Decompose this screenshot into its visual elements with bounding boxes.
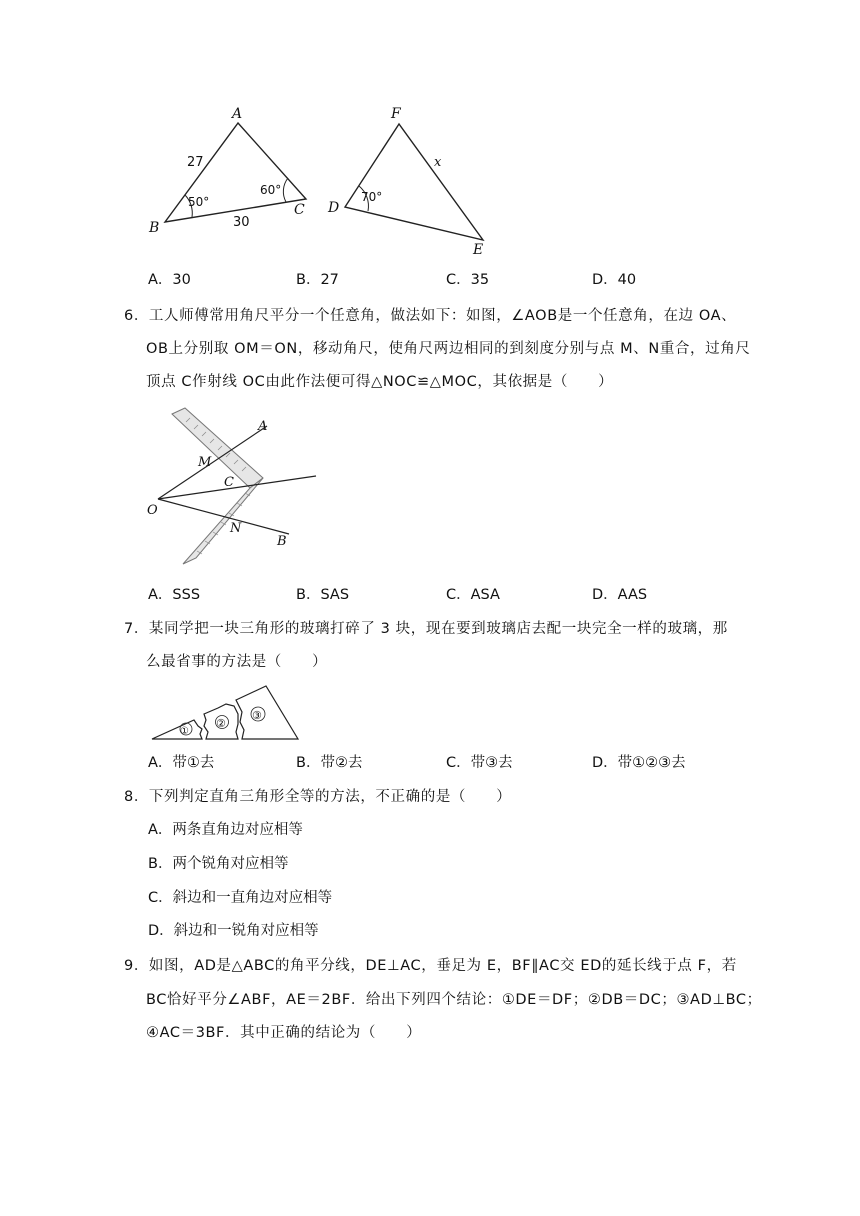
piece-label-1: ① [180, 726, 189, 737]
q8-option-d: D．斜边和一锐角对应相等 [148, 923, 319, 939]
q5-option-a: A．30 [148, 272, 191, 288]
label-e: E [473, 242, 484, 258]
q7-option-a: A．带①去 [148, 755, 215, 771]
side-fe: x [434, 155, 442, 170]
q9-line-3: ④AC＝3BF．其中正确的结论为（ ） [146, 1025, 422, 1041]
label-a: A [232, 106, 243, 122]
triangle-dfe [345, 124, 483, 240]
q7-option-b: B．带②去 [296, 755, 363, 771]
q5-figure [140, 100, 500, 260]
q5-option-c: C．35 [446, 272, 490, 288]
label-n: N [230, 521, 242, 536]
label-b: B [277, 534, 287, 549]
label-f: F [391, 106, 401, 122]
q7-line-1: 7．某同学把一块三角形的玻璃打碎了 3 块，现在要到玻璃店去配一块完全一样的玻璃，那 [124, 621, 728, 637]
q6-option-d [592, 585, 647, 605]
side-ab: 27 [187, 155, 204, 170]
q7-figure [146, 684, 306, 744]
q6-option-a-text: A．SSS [148, 587, 201, 603]
label-o: O [147, 503, 158, 518]
ray-ob [158, 499, 289, 534]
q6-line-1: 6．工人师傅常用角尺平分一个任意角，做法如下：如图，∠AOB是一个任意角，在边 OA、 [124, 308, 737, 324]
q6-option-c [446, 585, 500, 605]
ray-oc [158, 476, 316, 499]
angle-c-arc [283, 178, 288, 202]
ruler-arm-upper [172, 408, 263, 488]
q6-option-d-text: D．AAS [592, 587, 648, 603]
q6-option-b-text: B．SAS [296, 587, 350, 603]
q5-option-d: D．40 [592, 272, 637, 288]
label-m: M [198, 455, 212, 470]
q6-figure [140, 408, 330, 568]
triangle-abc [165, 123, 306, 222]
q6-option-a [148, 585, 200, 605]
q5-option-b: B．27 [296, 272, 339, 288]
label-a: A [258, 419, 268, 434]
q7-line-2: 么最省事的方法是（ ） [146, 654, 328, 670]
label-b: B [149, 220, 160, 236]
q8-option-b: B．两个锐角对应相等 [148, 856, 289, 872]
piece-label-3: ③ [252, 709, 262, 722]
q8-option-a: A．两条直角边对应相等 [148, 822, 303, 838]
q7-option-c: C．带③去 [446, 755, 513, 771]
angle-d: 70° [361, 190, 383, 204]
glass-piece-1 [152, 720, 202, 739]
label-c: C [294, 202, 305, 218]
q8-option-c: C．斜边和一直角边对应相等 [148, 890, 333, 906]
ruler-arm-lower [183, 478, 263, 564]
q7-option-d: D．带①②③去 [592, 755, 686, 771]
q6-option-c-text: C．ASA [446, 587, 500, 603]
glass-piece-3 [236, 686, 298, 739]
q6-option-b [296, 585, 349, 605]
angle-c: 60° [260, 183, 282, 197]
label-c: C [224, 475, 234, 490]
piece-label-2: ② [216, 717, 226, 730]
label-d: D [328, 200, 340, 216]
side-bc: 30 [233, 215, 250, 230]
q6-line-2: OB上分别取 OM＝ON，移动角尺，使角尺两边相同的到刻度分别与点 M、N重合，过角尺 [146, 341, 751, 357]
q9-line-2: BC恰好平分∠ABF，AE＝2BF．给出下列四个结论：①DE＝DF；②DB＝DC；③AD⊥BC； [146, 992, 762, 1008]
q9-line-1: 9．如图，AD是△ABC的角平分线，DE⊥AC，垂足为 E，BF∥AC交 ED的延长线于点 F，若 [124, 958, 737, 974]
angle-b: 50° [188, 195, 210, 209]
q6-line-3: 顶点 C作射线 OC由此作法便可得△NOC≌△MOC，其依据是（ ） [146, 374, 614, 390]
q8-line-1: 8．下列判定直角三角形全等的方法，不正确的是（ ） [124, 789, 512, 805]
